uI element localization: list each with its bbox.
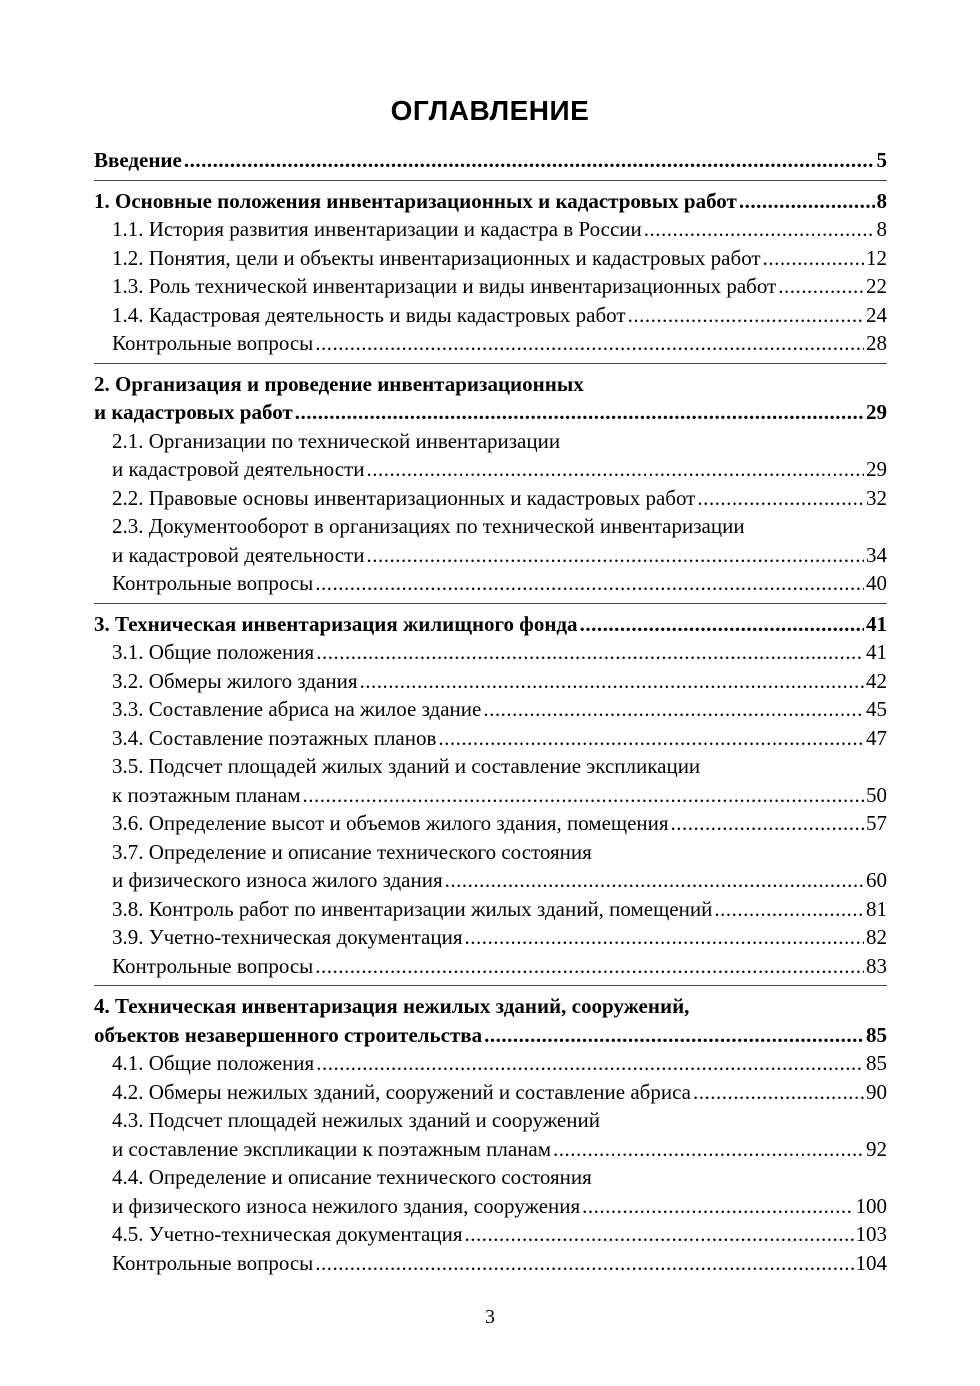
toc-entry-4-3[interactable] <box>94 1135 887 1164</box>
toc-entry-1-4[interactable] <box>94 301 887 330</box>
toc-entry-3-7-line1[interactable]: 3.7. Определение и описание технического состояния <box>112 839 592 864</box>
toc-chapter-2[interactable] <box>94 398 887 427</box>
leader-dots <box>316 1049 864 1078</box>
toc-section-chapter-4 <box>94 992 887 1282</box>
toc-entry-page: 57 <box>866 811 887 835</box>
toc-entry-page: 29 <box>866 457 887 481</box>
toc-entry-page: 29 <box>866 400 887 424</box>
toc-entry-page: 45 <box>866 697 887 721</box>
toc-entry-label: 1.1. История развития инвентаризации и кадастра в России <box>112 217 642 241</box>
toc-chapter-2-line1[interactable]: 2. Организация и проведение инвентаризационных <box>94 371 584 396</box>
toc-entry-2-questions[interactable] <box>94 569 887 598</box>
toc-entry-label: 4.5. Учетно-техническая документация <box>112 1222 463 1246</box>
leader-dots <box>553 1135 864 1164</box>
toc-entry-page: 103 <box>855 1222 887 1246</box>
toc-entry-label: и физического износа нежилого здания, сооружения <box>112 1193 581 1218</box>
leader-dots <box>360 667 865 696</box>
toc-entry-label: к поэтажным планам <box>112 782 301 807</box>
leader-dots <box>580 610 864 639</box>
leader-dots <box>483 695 864 724</box>
toc-entry-label: 3.2. Обмеры жилого здания <box>112 668 358 693</box>
leader-dots <box>295 398 864 427</box>
toc-entry-2-3-line1[interactable]: 2.3. Документооборот в организациях по технической инвентаризации <box>112 514 745 538</box>
toc-entry-label: 3. Техническая инвентаризация жилищного фонда <box>94 611 578 636</box>
leader-dots <box>644 215 875 244</box>
leader-dots <box>778 272 864 301</box>
leader-dots <box>582 1192 853 1221</box>
toc-entry-2-3[interactable] <box>94 541 887 570</box>
toc-entry-3-5-line1[interactable]: 3.5. Подсчет площадей жилых зданий и составление экспликации <box>112 754 701 778</box>
leader-dots <box>438 724 864 753</box>
toc-entry-page: 50 <box>866 782 887 807</box>
toc-entry-page: 104 <box>855 1250 887 1275</box>
toc-entry-page: 41 <box>866 640 887 664</box>
toc-entry-3-questions[interactable] <box>94 952 887 981</box>
leader-dots <box>671 809 864 838</box>
toc-entry-3-3[interactable] <box>94 695 887 724</box>
toc-entry-3-6[interactable] <box>94 809 887 838</box>
table-of-contents <box>94 146 887 1288</box>
leader-dots <box>315 1249 853 1278</box>
leader-dots <box>714 895 864 924</box>
toc-entry-3-8[interactable] <box>94 895 887 924</box>
leader-dots <box>628 301 864 330</box>
toc-entry-label: 4.2. Обмеры нежилых зданий, сооружений и составление абриса <box>112 1079 691 1104</box>
leader-dots <box>366 455 864 484</box>
toc-entry-3-9[interactable] <box>94 923 887 952</box>
leader-dots <box>445 866 864 895</box>
toc-entry-1-questions[interactable] <box>94 329 887 358</box>
toc-entry-page: 81 <box>866 896 887 921</box>
toc-entry-page: 100 <box>855 1193 887 1218</box>
toc-entry-2-1-line1[interactable]: 2.1. Организации по технической инвентаризации <box>112 428 561 453</box>
toc-entry-label: 1.4. Кадастровая деятельность и виды кадастровых работ <box>112 302 626 327</box>
toc-entry-4-4[interactable] <box>94 1192 887 1221</box>
toc-entry-page: 22 <box>866 274 887 298</box>
toc-entry-label: 4.1. Общие положения <box>112 1051 315 1075</box>
toc-entry-page: 41 <box>866 611 887 636</box>
toc-entry-label: и кадастровой деятельности <box>112 457 365 481</box>
toc-entry-page: 82 <box>866 925 887 949</box>
toc-entry-label: 2.2. Правовые основы инвентаризационных и кадастровых работ <box>112 485 696 510</box>
page-title: ОГЛАВЛЕНИЕ <box>390 95 590 126</box>
toc-entry-1-3[interactable] <box>94 272 887 301</box>
toc-section-intro <box>94 146 887 181</box>
leader-dots <box>184 146 875 175</box>
toc-entry-label: 3.8. Контроль работ по инвентаризации жилых зданий, помещений <box>112 896 713 921</box>
leader-dots <box>465 923 865 952</box>
toc-entry-label: объектов незавершенного строительства <box>94 1022 483 1047</box>
toc-entry-label: и составление экспликации к поэтажным планам <box>112 1136 552 1161</box>
leader-dots <box>465 1220 854 1249</box>
toc-entry-page: 85 <box>866 1022 887 1047</box>
toc-entry-4-questions[interactable] <box>94 1249 887 1278</box>
toc-entry-label: 1.3. Роль технической инвентаризации и виды инвентаризационных работ <box>112 274 777 298</box>
toc-entry-1-2[interactable] <box>94 244 887 273</box>
toc-entry-2-1[interactable] <box>94 455 887 484</box>
toc-entry-page: 42 <box>866 668 887 693</box>
toc-entry-label: и физического износа жилого здания <box>112 868 443 892</box>
toc-entry-label: Контрольные вопросы <box>112 953 314 978</box>
toc-entry-intro[interactable] <box>94 146 887 175</box>
leader-dots <box>693 1078 864 1107</box>
toc-entry-page: 8 <box>876 188 887 213</box>
toc-entry-4-2[interactable] <box>94 1078 887 1107</box>
toc-entry-4-4-line1[interactable]: 4.4. Определение и описание технического состояния <box>112 1165 592 1189</box>
toc-entry-3-5[interactable] <box>94 781 887 810</box>
toc-entry-1-1[interactable] <box>94 215 887 244</box>
toc-entry-label: 1.2. Понятия, цели и объекты инвентаризационных и кадастровых работ <box>112 245 761 270</box>
page-number: 3 <box>485 1306 495 1328</box>
toc-entry-page: 34 <box>866 542 887 567</box>
toc-entry-label: Контрольные вопросы <box>112 571 314 595</box>
leader-dots <box>316 638 864 667</box>
toc-entry-label: 3.4. Составление поэтажных планов <box>112 725 437 750</box>
toc-entry-label: 3.6. Определение высот и объемов жилого здания, помещения <box>112 811 669 835</box>
toc-entry-label: 1. Основные положения инвентаризационных и кадастровых работ <box>94 188 737 213</box>
leader-dots <box>697 484 864 513</box>
toc-entry-page: 90 <box>866 1079 887 1104</box>
toc-entry-2-2[interactable] <box>94 484 887 513</box>
toc-entry-label: Контрольные вопросы <box>112 1250 314 1275</box>
toc-chapter-4[interactable] <box>94 1021 887 1050</box>
leader-dots <box>739 187 875 216</box>
leader-dots <box>763 244 864 273</box>
toc-entry-label: 3.1. Общие положения <box>112 640 315 664</box>
toc-entry-3-7[interactable] <box>94 866 887 895</box>
toc-entry-page: 85 <box>866 1051 887 1075</box>
toc-entry-label: Введение <box>94 148 182 172</box>
leader-dots <box>315 569 864 598</box>
toc-entry-page: 28 <box>866 331 887 355</box>
toc-entry-3-4[interactable] <box>94 724 887 753</box>
toc-entry-4-1[interactable] <box>94 1049 887 1078</box>
leader-dots <box>315 952 864 981</box>
toc-section-chapter-3 <box>94 610 887 987</box>
toc-entry-label: и кадастровой деятельности <box>112 542 365 567</box>
toc-entry-label: 3.3. Составление абриса на жилое здание <box>112 697 482 721</box>
toc-entry-page: 40 <box>866 571 887 595</box>
toc-entry-page: 83 <box>866 953 887 978</box>
toc-entry-page: 92 <box>866 1136 887 1161</box>
leader-dots <box>484 1021 864 1050</box>
toc-entry-4-3-line1[interactable]: 4.3. Подсчет площадей нежилых зданий и сооружений <box>112 1108 600 1132</box>
toc-entry-label: 3.9. Учетно-техническая документация <box>112 925 463 949</box>
toc-entry-4-5[interactable] <box>94 1220 887 1249</box>
toc-chapter-3[interactable] <box>94 610 887 639</box>
toc-chapter-4-line1[interactable]: 4. Техническая инвентаризация нежилых зданий, сооружений, <box>94 994 690 1018</box>
leader-dots <box>366 541 864 570</box>
toc-entry-page: 60 <box>866 868 887 892</box>
toc-entry-page: 47 <box>866 725 887 750</box>
leader-dots <box>315 329 864 358</box>
leader-dots <box>303 781 865 810</box>
toc-chapter-1[interactable] <box>94 187 887 216</box>
toc-entry-3-2[interactable] <box>94 667 887 696</box>
toc-entry-page: 24 <box>866 302 887 327</box>
toc-entry-3-1[interactable] <box>94 638 887 667</box>
toc-section-chapter-1 <box>94 187 887 364</box>
toc-entry-label: и кадастровых работ <box>94 400 293 424</box>
toc-entry-page: 12 <box>866 245 887 270</box>
toc-entry-label: Контрольные вопросы <box>112 331 314 355</box>
toc-section-chapter-2 <box>94 370 887 604</box>
toc-entry-page: 8 <box>876 217 887 241</box>
toc-entry-page: 5 <box>876 148 887 172</box>
toc-entry-page: 32 <box>866 485 887 510</box>
